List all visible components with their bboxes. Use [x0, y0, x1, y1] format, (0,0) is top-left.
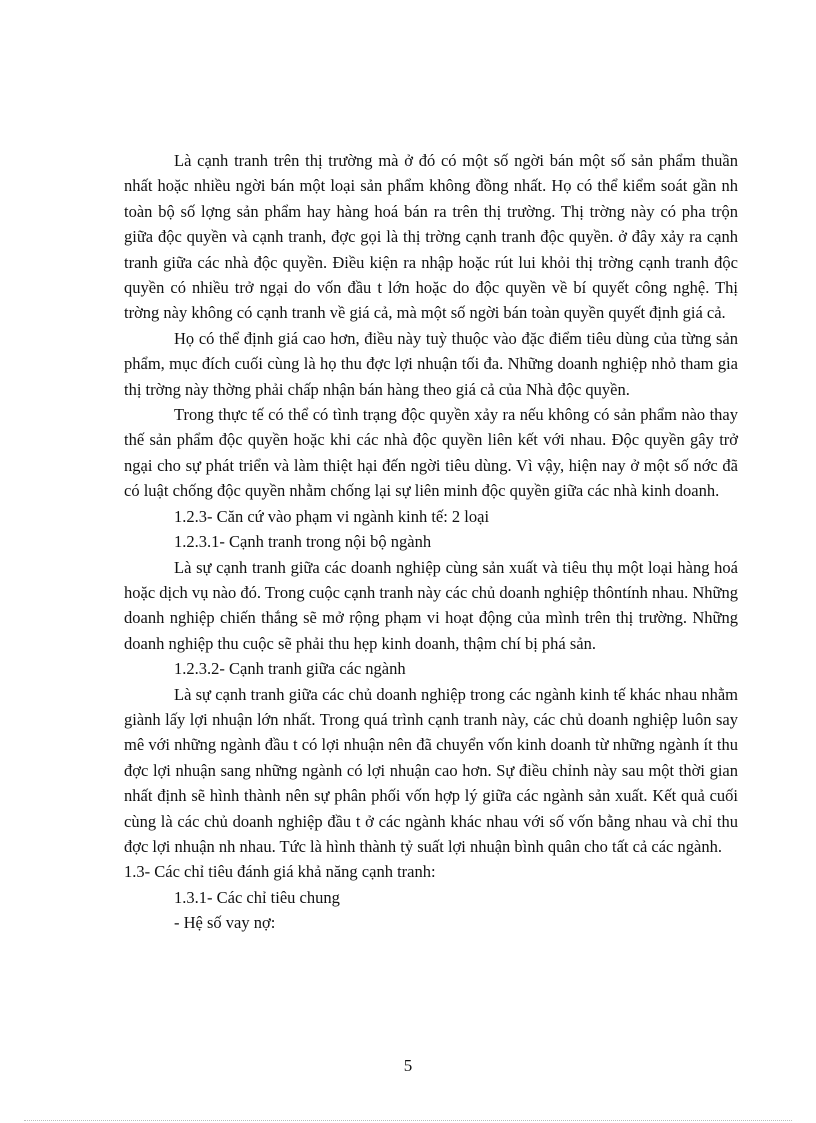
paragraph-2: Họ có thể định giá cao hơn, điều này tuỳ thuộc vào đặc điểm tiêu dùng của từng sản phẩm, mục đích cuối cùng là họ thu đợc lợi nhuận tối đa. Những doanh nghiệp nhỏ tham gia thị trờng này thờng phải chấp nhận bán hàng theo giá cả của Nhà độc quyền.: [124, 328, 738, 399]
heading-1-2-3-1: 1.2.3.1- Cạnh tranh trong nội bộ ngành: [174, 532, 432, 552]
heading-1-2-3: 1.2.3- Căn cứ vào phạm vi ngành kinh tế: 2 loại: [174, 506, 490, 526]
paragraph-3: Trong thực tế có thể có tình trạng độc quyền xảy ra nếu không có sản phẩm nào thay thế sản phẩm độc quyền hoặc khi các nhà độc quyền liên kết với nhau. Độc quyền gây trở ngại cho sự phát triển và làm thiệt hại đến ngời tiêu dùng. Vì vậy, hiện nay ở một số nớc đã có luật chống độc quyền nhằm chống lại sự liên minh độc quyền giữa các nhà kinh doanh.: [124, 405, 738, 501]
footer-divider: [24, 1120, 792, 1121]
page-number: 5: [403, 1056, 413, 1075]
document-body: [124, 148, 738, 936]
heading-1-2-3-2: 1.2.3.2- Cạnh tranh giữa các ngành: [174, 659, 406, 679]
paragraph-4: Là sự cạnh tranh giữa các doanh nghiệp cùng sản xuất và tiêu thụ một loại hàng hoá hoặc dịch vụ nào đó. Trong cuộc cạnh tranh này các chủ doanh nghiệp thôntính nhau. Những doanh nghiệp chiến thắng sẽ mở rộng phạm vi hoạt động của mình trên thị trường. Những doanh nghiệp thu cuộc sẽ phải thu hẹp kinh doanh, thậm chí bị phá sản.: [124, 557, 738, 653]
list-item-debt-ratio: - Hệ số vay nợ:: [174, 913, 276, 933]
paragraph-1: Là cạnh tranh trên thị trường mà ở đó có một số ngời bán một số sản phẩm thuần nhất hoặc nhiều ngời bán một loại sản phẩm không đồng nhất. Họ có thể kiểm soát gần nh toàn bộ số lợng sản phẩm hay hàng hoá bán ra trên thị trường. Thị trờng này có pha trộn giữa độc quyền và cạnh tranh, đợc gọi là thị trờng cạnh tranh độc quyền. ở đây xảy ra cạnh tranh giữa các nhà độc quyền. Điều kiện ra nhập hoặc rút lui khỏi thị trờng cạnh tranh độc quyền có nhiều trở ngại do vốn đầu t lớn hoặc do độc quyền về bí quyết công nghệ. Thị trờng này không có cạnh tranh về giá cả, mà một số ngời bán toàn quyền quyết định giá cả.: [124, 151, 738, 323]
heading-1-3: 1.3- Các chỉ tiêu đánh giá khả năng cạnh tranh:: [124, 862, 436, 882]
heading-1-3-1: 1.3.1- Các chỉ tiêu chung: [174, 887, 340, 907]
paragraph-5: Là sự cạnh tranh giữa các chủ doanh nghiệp trong các ngành kinh tế khác nhau nhằm giành lấy lợi nhuận lớn nhất. Trong quá trình cạnh tranh này, các chủ doanh nghiệp luôn say mê với những ngành đầu t có lợi nhuận nên đã chuyển vốn kinh doanh từ những ngành ít thu đợc lợi nhuận sang những ngành có lợi nhuận cao hơn. Sự điều chỉnh này sau một thời gian nhất định sẽ hình thành nên sự phân phối vốn hợp lý giữa các ngành sản xuất. Kết quả cuối cùng là các chủ doanh nghiệp đầu t ở các ngành khác nhau với số vốn bằng nhau và chỉ thu đợc lợi nhuận nh nhau. Tức là hình thành tỷ suất lợi nhuận bình quân cho tất cả các ngành.: [124, 684, 738, 856]
